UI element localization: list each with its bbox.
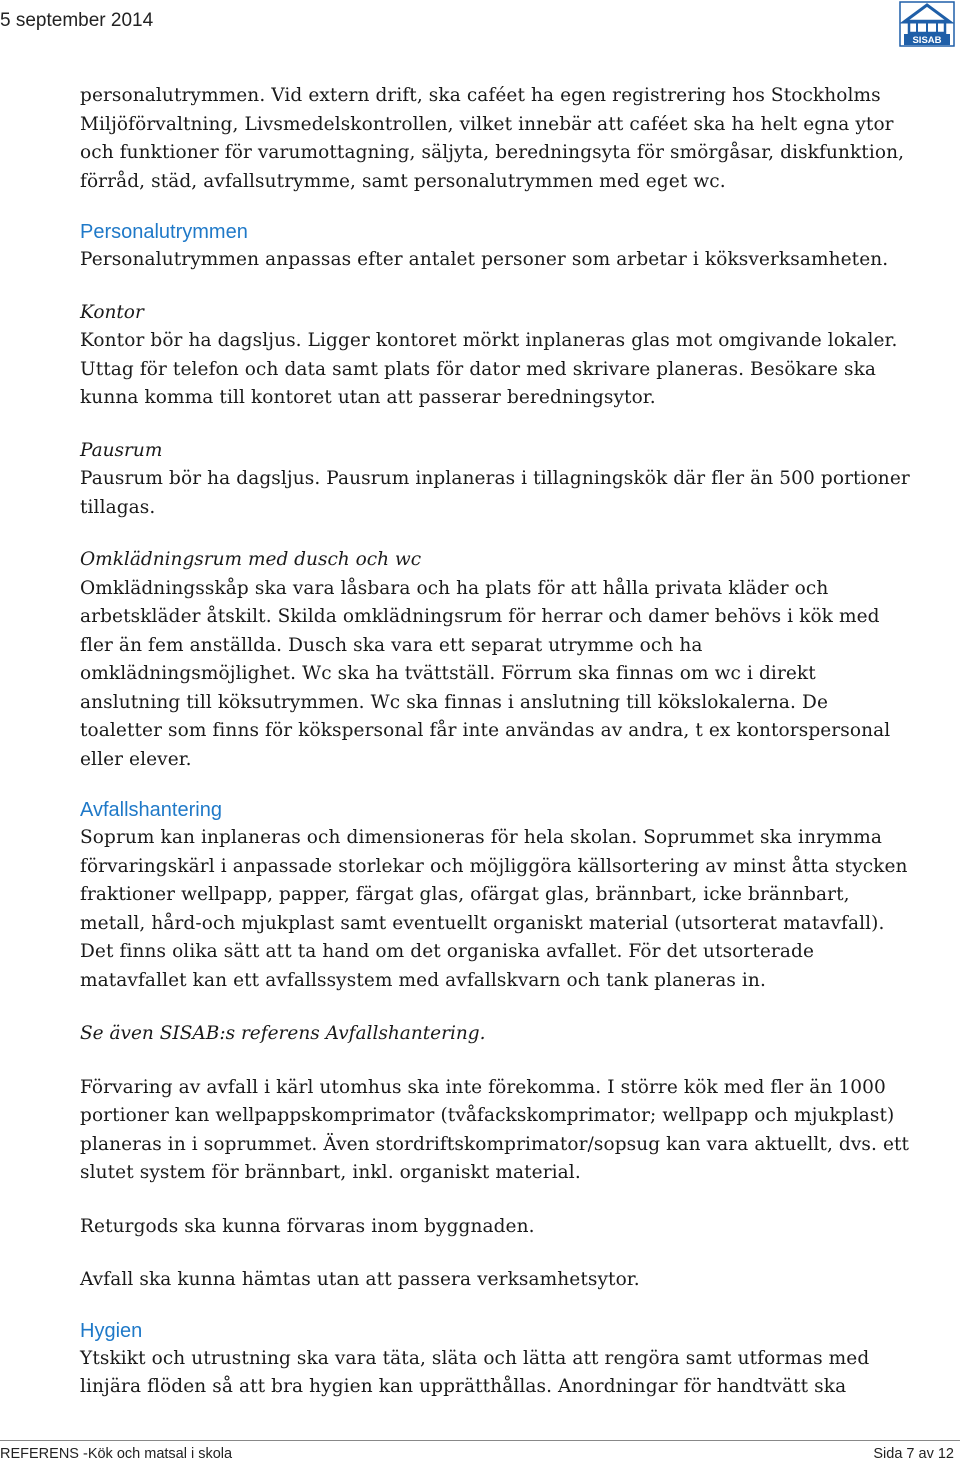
hygien-paragraph: Ytskikt och utrustning ska vara täta, släta och lätta att rengöra samt utformas med linjära flöden så att bra hygien kan upprätthållas. Anordningar för handtvätt ska	[80, 1347, 870, 1397]
pausrum-paragraph: Pausrum bör ha dagsljus. Pausrum inplaneras i tillagningskök där fler än 500 portioner tillagas.	[80, 468, 910, 518]
avfall-paragraph-2: Förvaring av avfall i kärl utomhus ska inte förekomma. I större kök med fler än 1000 portioner kan wellpappskomprimator (tvåfackskomprimator; wellpapp och mjukplast) planeras in i soprummet. Även stordriftskomprimator/sopsug kan vara aktuellt, dvs. ett slutet system för brännbart, inkl. organiskt material.	[80, 1076, 910, 1183]
kontor-paragraph: Kontor bör ha dagsljus. Ligger kontoret mörkt inplaneras glas mot omgivande lokaler. Uttag för telefon och data samt plats för dator med skrivare planeras. Besökare ska kunna komma till kontoret utan att passerar beredningsytor.	[80, 330, 898, 408]
intro-paragraph: personalutrymmen. Vid extern drift, ska caféet ha egen registrering hos Stockholms Miljöförvaltning, Livsmedelskontrollen, vilket innebär att caféet ska ha helt egna ytor och funktioner för varumottagning, säljyta, beredningsyta för smörgåsar, diskfunktion, förråd, städ, avfallsutrymme, samt personalutrymmen med eget wc.	[80, 85, 905, 192]
logo-text: SISAB	[912, 35, 942, 46]
header-date: 5 september 2014	[0, 10, 154, 31]
page-footer	[0, 1440, 960, 1465]
omkladningsrum-paragraph: Omklädningsskåp ska vara låsbara och ha plats för att hålla privata kläder och arbetskläder åtskilt. Skilda omklädningsrum för herrar och damer behövs i kök med fler än fem anställda. Dusch ska vara ett separat utrymme och ha omklädningsmöjlighet. Wc ska ha tvättställ. Förrum ska finnas om wc i direkt anslutning till köksutrymmen. Wc ska finnas i anslutning till kökslokalerna. De toaletter som finns för kökspersonal får inte användas av andra, t ex kontorspersonal eller elever.	[80, 577, 891, 770]
avfall-paragraph-3: Returgods ska kunna förvaras inom byggnaden.	[80, 1215, 535, 1237]
heading-hygien: Hygien	[80, 1319, 143, 1342]
heading-personalutrymmen: Personalutrymmen	[80, 221, 248, 243]
sisab-logo	[898, 0, 956, 48]
heading-avfallshantering: Avfallshantering	[80, 799, 222, 821]
heading-kontor: Kontor	[80, 301, 144, 323]
heading-omkladningsrum: Omklädningsrum med dusch och wc	[80, 549, 422, 570]
avfall-paragraph: Soprum kan inplaneras och dimensioneras för hela skolan. Soprummet ska inrymma förvaringskärl i anpassade storlekar och möjliggöra källsortering av minst åtta stycken fraktioner wellpapp, papper, färgat glas, ofärgat glas, brännbart, icke brännbart, metall, hård-och mjukplast samt eventuellt organiskt material (utsorterat matavfall). Det finns olika sätt att ta hand om det organiska avfallet. För det utsorterade matavfallet kan ett avfallssystem med avfallskvarn och tank planeras in.	[80, 827, 908, 991]
avfall-reference: Se även SISAB:s referens Avfallshantering.	[80, 1023, 486, 1044]
footer-page-number: Sida 7 av 12	[873, 1446, 954, 1462]
avfall-paragraph-4: Avfall ska kunna hämtas utan att passera verksamhetsytor.	[80, 1269, 640, 1290]
footer-document-title: REFERENS -Kök och matsal i skola	[0, 1446, 233, 1462]
document-body	[80, 82, 910, 1402]
heading-pausrum: Pausrum	[80, 439, 163, 461]
personal-paragraph: Personalutrymmen anpassas efter antalet personer som arbetar i köksverksamheten.	[80, 249, 889, 270]
